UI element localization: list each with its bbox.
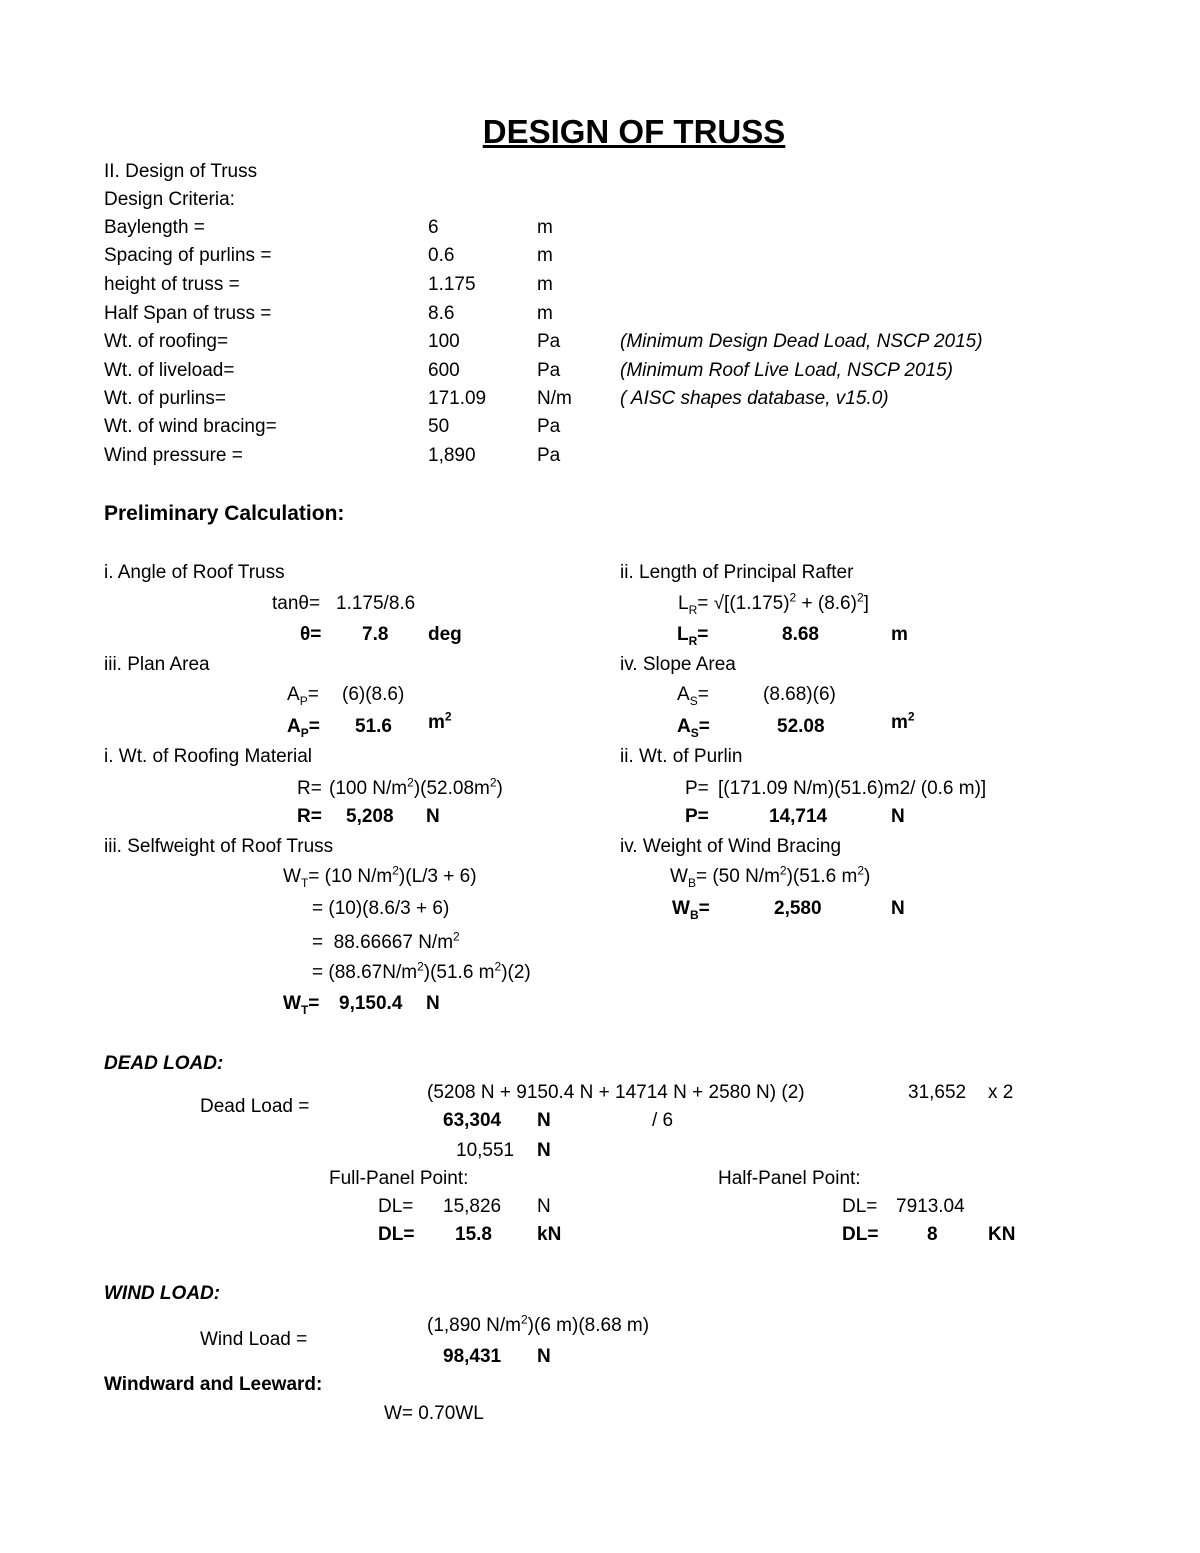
roofing-eq-rhs: (100 $N/m^2)(52.08m^2)$	[329, 775, 503, 799]
angle-label: i. Angle of Roof Truss	[104, 562, 285, 583]
criteria-label: Spacing of purlins =	[104, 245, 272, 266]
angle-res-lhs: θ=	[300, 624, 322, 645]
criteria-note: (Minimum Design Dead Load, NSCP 2015)	[620, 331, 983, 352]
dead-load-total: 63,304	[443, 1110, 502, 1131]
full-panel-dl-val: 15,826	[443, 1196, 502, 1217]
criteria-label: Wt. of purlins=	[104, 388, 226, 409]
wind-load-expr: (1,890 $N/m^2)(6$ m)(8.68 m)	[427, 1312, 650, 1336]
criteria-value: 600	[428, 360, 460, 381]
purlin-eq-rhs: [(171.09 N/m)(51.6)m2/ (0.6 m)]	[718, 778, 987, 799]
criteria-unit: Pa	[537, 416, 561, 437]
criteria-heading: Design Criteria:	[104, 189, 235, 210]
plan-eq-rhs: (6)(8.6)	[342, 684, 405, 705]
plan-res-val: 51.6	[355, 716, 392, 737]
purlin-label: ii. Wt. of Purlin	[620, 746, 743, 767]
prelim-heading: Preliminary Calculation:	[104, 502, 345, 525]
bracing-label: iv. Weight of Wind Bracing	[620, 836, 842, 857]
criteria-value: 1,890	[428, 445, 476, 466]
roofing-res-unit: N	[426, 806, 440, 827]
bracing-eq: $W_B= (50$ $N/m^2)(51.6$ $m^2$)	[670, 863, 871, 890]
angle-eq-lhs: tanθ=	[272, 593, 321, 614]
half-panel-kn-val: 8	[927, 1224, 938, 1245]
rafter-eq: $L_R= √[(1.175)^2 + (8.6)^2]$	[678, 590, 869, 617]
criteria-label: Wind pressure =	[104, 445, 243, 466]
dead-load-label: Dead Load =	[200, 1096, 310, 1117]
dead-load-total-unit: N	[537, 1110, 551, 1131]
dead-load-times: x 2	[988, 1082, 1014, 1103]
wind-load-val: 98,431	[443, 1346, 502, 1367]
bracing-res-lhs: $W_B=$	[672, 898, 710, 922]
selfweight-label: iii. Selfweight of Roof Truss	[104, 836, 334, 857]
criteria-unit: m	[537, 217, 553, 238]
criteria-label: Wt. of wind bracing=	[104, 416, 277, 437]
full-panel-label: Full-Panel Point:	[329, 1168, 469, 1189]
selfweight-eq2: = (10)(8.6/3 + 6)	[312, 898, 450, 919]
full-panel-kn-val: 15.8	[455, 1224, 492, 1245]
criteria-unit: m	[537, 245, 553, 266]
dead-load-heading: DEAD LOAD:	[104, 1053, 224, 1074]
criteria-value: 100	[428, 331, 460, 352]
selfweight-res-val: 9,150.4	[339, 993, 403, 1014]
page-title: DESIGN OF TRUSS	[482, 113, 786, 150]
half-panel-dl-lhs: DL=	[842, 1196, 878, 1217]
purlin-eq-lhs: P=	[685, 778, 709, 799]
wind-load-unit: N	[537, 1346, 551, 1367]
roofing-eq-lhs: R=	[297, 778, 322, 799]
criteria-label: height of truss =	[104, 274, 240, 295]
full-panel-kn-lhs: DL=	[378, 1224, 415, 1245]
plan-label: iii. Plan Area	[104, 654, 210, 675]
wind-load-heading: WIND LOAD:	[104, 1283, 221, 1304]
criteria-unit: Pa	[537, 360, 561, 381]
rafter-label: ii. Length of Principal Rafter	[620, 562, 854, 583]
criteria-label: Half Span of truss =	[104, 303, 272, 324]
angle-res-val: 7.8	[362, 624, 389, 645]
criteria-note: (Minimum Roof Live Load, NSCP 2015)	[620, 360, 953, 381]
selfweight-eq4: = $(88.67N/m^2)(51.6$ $m^2)(2)$	[312, 959, 531, 983]
full-panel-dl-lhs: DL=	[378, 1196, 414, 1217]
bracing-res-val: 2,580	[774, 898, 822, 919]
rafter-res-lhs: $L_R=$	[677, 624, 709, 648]
half-panel-dl-val: 7913.04	[896, 1196, 965, 1217]
criteria-note: ( AISC shapes database, v15.0)	[620, 388, 889, 409]
selfweight-res-lhs: $W_T=$	[283, 993, 320, 1017]
criteria-unit: Pa	[537, 331, 561, 352]
dead-load-div: / 6	[652, 1110, 674, 1131]
dead-load-sum: 31,652	[908, 1082, 967, 1103]
criteria-value: 8.6	[428, 303, 455, 324]
windward-heading: Windward and Leeward:	[104, 1374, 323, 1395]
slope-label: iv. Slope Area	[620, 654, 736, 675]
plan-res-unit: $m^2$	[428, 709, 452, 733]
bracing-res-unit: N	[891, 898, 905, 919]
criteria-value: 6	[428, 217, 439, 238]
angle-res-unit: deg	[428, 624, 462, 645]
roofing-res-lhs: R=	[297, 806, 322, 827]
half-panel-kn-lhs: DL=	[842, 1224, 879, 1245]
half-panel-label: Half-Panel Point:	[718, 1168, 861, 1189]
wind-load-label: Wind Load =	[200, 1329, 308, 1350]
full-panel-dl-unit: N	[537, 1196, 551, 1217]
roofing-label: i. Wt. of Roofing Material	[104, 746, 313, 767]
section-heading: II. Design of Truss	[104, 161, 258, 182]
criteria-label: Wt. of liveload=	[104, 360, 235, 381]
plan-eq-lhs: $A_P=$	[287, 684, 319, 708]
angle-eq-rhs: 1.175/8.6	[336, 593, 416, 614]
windward-eq: W= 0.70WL	[384, 1403, 484, 1424]
criteria-unit: m	[537, 274, 553, 295]
dead-load-per: 10,551	[456, 1140, 515, 1161]
criteria-label: Wt. of roofing=	[104, 331, 229, 352]
criteria-value: 0.6	[428, 245, 455, 266]
slope-eq-lhs: $A_S=$	[677, 684, 709, 708]
plan-res-lhs: $A_P=$	[287, 716, 320, 740]
purlin-res-lhs: P=	[685, 806, 709, 827]
criteria-value: 1.175	[428, 274, 476, 295]
criteria-value: 171.09	[428, 388, 487, 409]
criteria-unit: N/m	[537, 388, 572, 409]
selfweight-eq3: = 88.66667 $N/m^2$	[312, 929, 460, 953]
roofing-res-val: 5,208	[346, 806, 394, 827]
slope-eq-rhs: (8.68)(6)	[763, 684, 836, 705]
dead-load-per-unit: N	[537, 1140, 551, 1161]
rafter-res-unit: m	[891, 624, 908, 645]
purlin-res-unit: N	[891, 806, 905, 827]
criteria-value: 50	[428, 416, 450, 437]
selfweight-res-unit: N	[426, 993, 440, 1014]
rafter-res-val: 8.68	[782, 624, 819, 645]
slope-res-val: 52.08	[777, 716, 825, 737]
full-panel-kn-unit: kN	[537, 1224, 562, 1245]
selfweight-eq1: $W_T= (10$ $N/m^2)(L/3 + 6)$	[283, 863, 477, 890]
slope-res-unit: $m^2$	[891, 709, 915, 733]
purlin-res-val: 14,714	[769, 806, 828, 827]
slope-res-lhs: $A_S=$	[677, 716, 710, 740]
half-panel-kn-unit: KN	[988, 1224, 1016, 1245]
criteria-unit: m	[537, 303, 553, 324]
criteria-label: Baylength =	[104, 217, 205, 238]
criteria-unit: Pa	[537, 445, 561, 466]
dead-load-expr: (5208 N + 9150.4 N + 14714 N + 2580 N) (2)	[427, 1082, 805, 1103]
